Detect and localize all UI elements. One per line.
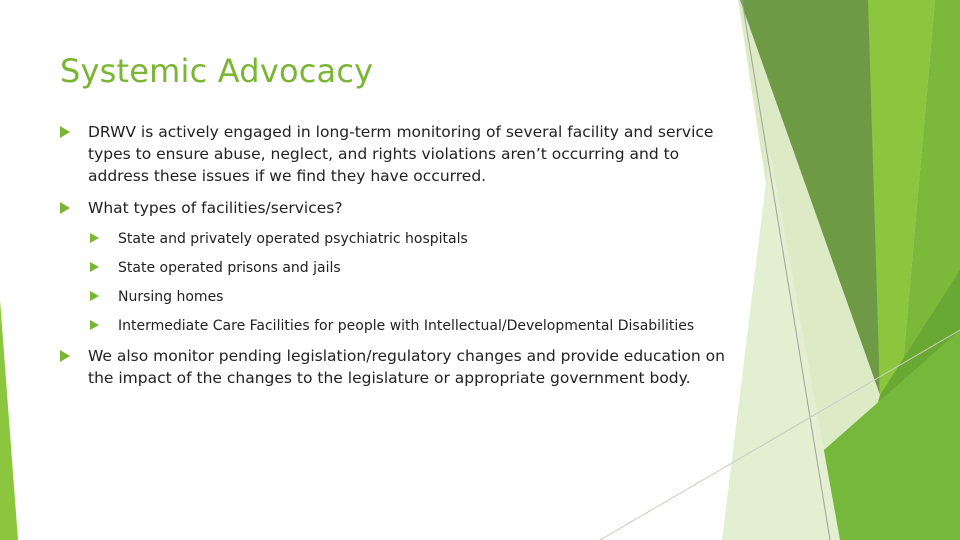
- sub-bullet-arrow-icon: [90, 262, 99, 272]
- sub-bullet-text: Intermediate Care Facilities for people with Intellectual/Developmental Disabilities: [118, 318, 695, 334]
- bullet-text: What types of facilities/services?: [88, 199, 343, 217]
- left-edge-shape: [0, 300, 18, 540]
- sub-bullet-arrow-icon: [90, 291, 99, 301]
- bullet-arrow-icon: [60, 126, 70, 138]
- bullet-text: DRWV is actively engaged in long-term monitoring of several facility and service types to ensure abuse, neglect, and rights violations aren’t occurring and to address these issues if we find they have occurred.: [88, 123, 714, 185]
- bullet-text: We also monitor pending legislation/regulatory changes and provide education on the impact of the changes to the legislature or appropriate government body.: [88, 347, 725, 387]
- slide-title: Systemic Advocacy: [60, 52, 374, 90]
- bullet-arrow-icon: [60, 202, 70, 214]
- sub-bullet-text: State operated prisons and jails: [118, 260, 341, 276]
- sub-bullet-arrow-icon: [90, 320, 99, 330]
- sub-bullet-text: Nursing homes: [118, 289, 224, 305]
- sub-bullet-arrow-icon: [90, 233, 99, 243]
- bullet-arrow-icon: [60, 350, 70, 362]
- sub-bullet-text: State and privately operated psychiatric hospitals: [118, 231, 468, 247]
